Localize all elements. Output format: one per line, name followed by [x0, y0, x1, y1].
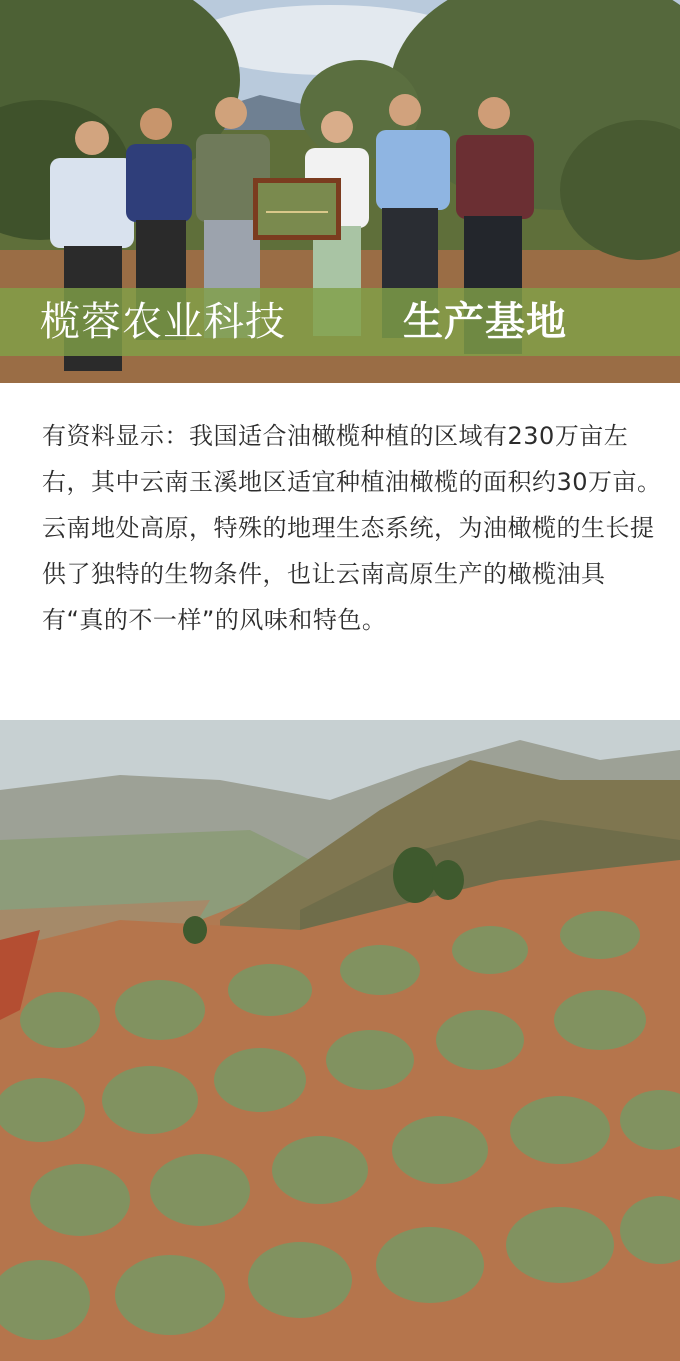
- paragraph-1: 有资料显示：我国适合油橄榄种植的区域有230万亩左右，其中云南玉溪地区适宜种植油橄榄的面积约30万亩。: [42, 422, 662, 496]
- paragraph-2: 云南地处高原，特殊的地理生态系统，为油橄榄的生长提供了独特的生物条件，也让云南高原生产的橄榄油具有“真的不一样”的风味和特色。: [42, 514, 655, 634]
- hero-photo: [0, 0, 680, 383]
- article-text: [42, 413, 662, 643]
- title-banner: [0, 288, 680, 356]
- company-name: 榄蓉农业科技: [40, 299, 286, 345]
- landscape-photo: [0, 720, 680, 1361]
- banner-highlight: 生产基地: [403, 299, 567, 345]
- olive-plantation-illustration: [0, 720, 680, 1361]
